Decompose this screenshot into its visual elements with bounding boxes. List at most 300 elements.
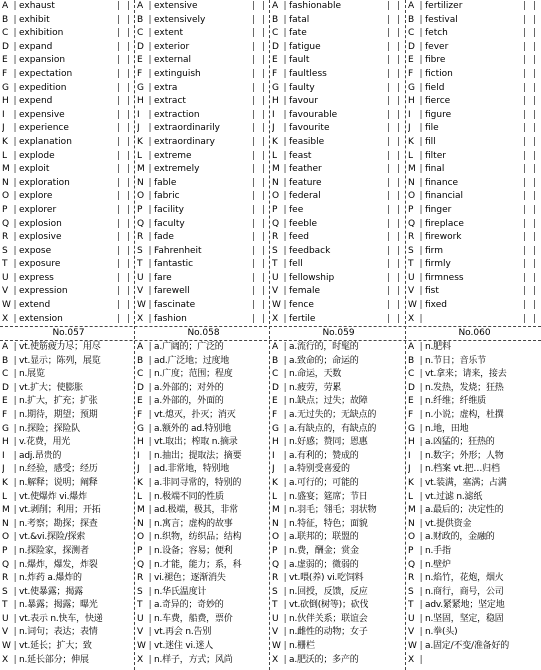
meaning-row [137, 531, 270, 545]
row-letter: O [408, 532, 415, 543]
row-letter: B [272, 14, 279, 25]
meaning-row [272, 586, 405, 600]
bracket-mark: | [13, 600, 17, 611]
word: fertile [289, 313, 316, 324]
word: faulty [289, 82, 315, 93]
row-letter: D [2, 41, 9, 52]
bracket-mark: | [283, 423, 287, 434]
meaning: n.手指 [425, 545, 451, 556]
check-marks: | | [387, 96, 402, 107]
meaning-row [137, 463, 270, 477]
meaning: a.凶猛的；狂热的 [425, 437, 495, 448]
word-row [137, 109, 270, 123]
row-letter: H [272, 437, 279, 448]
bracket-mark: | [148, 150, 152, 161]
meaning: n.商行，商号，公司 [425, 586, 504, 597]
meaning-row [137, 436, 270, 450]
bracket-mark: | [419, 218, 423, 229]
bracket-mark: | [419, 627, 423, 638]
bracket-mark: | [13, 164, 17, 175]
bracket-mark: | [419, 286, 423, 297]
word-row [2, 122, 135, 136]
check-marks: | | [117, 272, 132, 283]
row-letter: S [137, 245, 143, 256]
meaning-row [272, 518, 405, 532]
check-marks: | | [387, 14, 402, 25]
row-letter: S [137, 586, 143, 597]
bracket-mark: | [148, 68, 152, 79]
row-letter: W [2, 300, 11, 311]
check-marks: | | [387, 218, 402, 229]
check-marks: | | [252, 259, 267, 270]
check-marks: | | [387, 136, 402, 147]
check-marks: | | [252, 28, 267, 39]
bracket-mark: | [283, 68, 287, 79]
meaning: a.非同寻常的，特别的 [154, 477, 242, 488]
check-marks: | | [523, 82, 538, 93]
row-letter: A [137, 1, 144, 11]
word-row [2, 95, 135, 109]
meaning: vt.迷住 vi.迷人 [154, 641, 214, 652]
row-letter: J [272, 464, 275, 475]
meaning: a.肥沃的；多产的 [289, 654, 359, 665]
row-letter: Q [408, 559, 415, 570]
check-marks: | | [117, 245, 132, 256]
word-row [137, 204, 270, 218]
row-letter: B [137, 14, 144, 25]
bracket-mark: | [419, 641, 423, 652]
word-row [408, 163, 541, 177]
meaning: a.无过失的；无缺点的 [289, 409, 377, 420]
word-row [408, 14, 541, 28]
row-letter: R [2, 573, 9, 584]
word: feedback [289, 245, 331, 256]
meaning-row [137, 613, 270, 627]
bracket-mark: | [13, 123, 17, 134]
bracket-mark: | [13, 41, 17, 52]
check-marks: | | [252, 55, 267, 66]
word-row [2, 163, 135, 177]
bracket-mark: | [148, 450, 152, 461]
row-letter: N [137, 177, 144, 188]
word-row [272, 177, 405, 191]
bracket-mark: | [283, 272, 287, 283]
bracket-mark: | [148, 613, 152, 624]
word: fibre [425, 55, 446, 66]
row-letter: W [2, 641, 11, 652]
meaning-row [272, 395, 405, 409]
word-row [2, 27, 135, 41]
row-letter: G [2, 82, 9, 93]
bracket-mark: | [148, 505, 152, 516]
row-letter: H [272, 96, 279, 107]
meaning-row [272, 409, 405, 423]
bracket-mark: | [148, 1, 152, 11]
check-marks: | | [252, 300, 267, 311]
meaning-row [408, 355, 541, 369]
check-marks: | | [252, 218, 267, 229]
meaning-row [272, 382, 405, 396]
meaning-row [272, 572, 405, 586]
bracket-mark: | [419, 164, 423, 175]
row-letter: C [272, 369, 279, 380]
word: extraordinarily [154, 123, 220, 134]
bracket-mark: | [13, 409, 17, 420]
meaning-row [2, 545, 135, 559]
word: final [425, 164, 445, 175]
check-marks: | | [252, 272, 267, 283]
word-row [137, 245, 270, 259]
row-letter: K [137, 477, 143, 488]
meaning-row [2, 395, 135, 409]
meaning: n.特征，特色；面貌 [289, 518, 368, 529]
row-letter: S [272, 245, 278, 256]
bracket-mark: | [283, 491, 287, 502]
bracket-mark: | [419, 204, 423, 215]
row-letter: J [2, 123, 5, 134]
word-row [137, 218, 270, 232]
word: federal [289, 191, 321, 202]
meaning: a.流行的，时髦的 [289, 342, 359, 352]
word-row [2, 313, 135, 327]
bracket-mark: | [13, 586, 17, 597]
row-letter: M [272, 164, 280, 175]
check-marks: | | [387, 232, 402, 243]
meaning: n.极端不同的性质 [154, 491, 224, 502]
row-letter: T [272, 259, 278, 270]
meaning: ad.广泛地；过度地 [154, 355, 230, 366]
word-column [137, 0, 270, 670]
meaning: n.拳(头) [425, 627, 458, 638]
word: explore [19, 191, 53, 202]
bracket-mark: | [283, 355, 287, 366]
check-marks: | | [117, 1, 132, 11]
bracket-mark: | [283, 313, 287, 324]
meaning: n.雌性的动物；女子 [289, 627, 368, 638]
meaning: a.可行的；可能的 [289, 477, 359, 488]
meaning-row [408, 626, 541, 640]
meaning-row [272, 640, 405, 654]
meaning-row [2, 355, 135, 369]
bracket-mark: | [13, 573, 17, 584]
check-marks: | | [117, 28, 132, 39]
word: external [154, 55, 192, 66]
check-marks: | | [117, 82, 132, 93]
word-row [272, 0, 405, 14]
bracket-mark: | [419, 342, 423, 352]
word-row [272, 109, 405, 123]
row-letter: J [137, 464, 140, 475]
word-row [272, 285, 405, 299]
row-letter: A [272, 1, 279, 11]
row-letter: H [2, 437, 9, 448]
word: expand [19, 41, 53, 52]
meaning-row [2, 382, 135, 396]
word: fascinate [154, 300, 196, 311]
row-letter: D [137, 41, 144, 52]
check-marks: | | [117, 96, 132, 107]
word: finance [425, 177, 459, 188]
meaning: n.缺点；过失；故障 [289, 396, 368, 407]
meaning-row [408, 450, 541, 464]
check-marks: | | [117, 313, 132, 324]
word-row [137, 122, 270, 136]
word: expansion [19, 55, 66, 66]
row-letter: A [2, 1, 9, 11]
word-row [137, 14, 270, 28]
word-row [2, 41, 135, 55]
bracket-mark: | [283, 518, 287, 529]
check-marks: | | [523, 300, 538, 311]
bracket-mark: | [148, 204, 152, 215]
bracket-mark: | [419, 150, 423, 161]
bracket-mark: | [283, 109, 287, 120]
meaning: adv.紧紧地；坚定地 [425, 600, 505, 611]
bracket-mark: | [283, 286, 287, 297]
bracket-mark: | [283, 464, 287, 475]
word: fever [425, 41, 449, 52]
bracket-mark: | [148, 532, 152, 543]
bracket-mark: | [13, 232, 17, 243]
word: feeble [289, 218, 317, 229]
bracket-mark: | [148, 55, 152, 66]
row-letter: U [272, 613, 279, 624]
row-letter: L [408, 150, 414, 161]
row-letter: I [137, 109, 140, 120]
word: fade [154, 232, 174, 243]
bracket-mark: | [148, 627, 152, 638]
check-marks: | | [252, 1, 267, 11]
meaning-row [272, 450, 405, 464]
meaning: n.期待，期望；预期 [19, 409, 98, 420]
check-marks: | | [523, 28, 538, 39]
meaning-row [2, 626, 135, 640]
check-marks: | | [387, 272, 402, 283]
bracket-mark: | [148, 437, 152, 448]
word-row [2, 299, 135, 313]
bracket-mark: | [148, 355, 152, 366]
row-letter: A [272, 342, 278, 352]
meaning: n.探险；探险队 [19, 423, 80, 434]
row-letter: J [272, 123, 275, 134]
meaning-row [137, 341, 270, 355]
bracket-mark: | [148, 191, 152, 202]
bracket-mark: | [148, 641, 152, 652]
bracket-mark: | [148, 96, 152, 107]
bracket-mark: | [148, 409, 152, 420]
check-marks: | | [523, 313, 538, 324]
meaning: a.有利的；赞成的 [289, 450, 359, 461]
check-marks: | | [117, 300, 132, 311]
word-column [2, 0, 135, 670]
meaning-list [272, 341, 405, 667]
row-letter: F [137, 409, 142, 420]
row-letter: M [408, 164, 416, 175]
meaning-row [137, 450, 270, 464]
check-marks: | | [117, 191, 132, 202]
word: finger [425, 204, 452, 215]
row-letter: V [137, 627, 143, 638]
check-marks: | | [252, 177, 267, 188]
bracket-mark: | [419, 491, 423, 502]
row-letter: X [2, 313, 9, 324]
word-row [137, 163, 270, 177]
row-letter: F [137, 68, 143, 79]
meaning: n.华氏温度计 [154, 586, 207, 597]
bracket-mark: | [148, 123, 152, 134]
bracket-mark: | [13, 109, 17, 120]
row-letter: H [408, 437, 415, 448]
bracket-mark: | [283, 123, 287, 134]
check-marks: | | [523, 204, 538, 215]
meaning: vt.拿来；请来，接去 [425, 369, 507, 380]
row-letter: I [408, 109, 411, 120]
word: fiction [425, 68, 453, 79]
meaning-row [137, 626, 270, 640]
word: exterior [154, 41, 190, 52]
meaning: ad.非常地，特别地 [154, 464, 230, 475]
bracket-mark: | [283, 96, 287, 107]
row-letter: R [272, 232, 279, 243]
bracket-mark: | [419, 437, 423, 448]
word-column [408, 0, 541, 670]
row-letter: Q [137, 218, 145, 229]
bracket-mark: | [283, 204, 287, 215]
meaning-row [137, 559, 270, 573]
word: fist [425, 286, 439, 297]
meaning: vt.显示；陈列，展览 [19, 355, 101, 366]
bracket-mark: | [283, 1, 287, 11]
meaning: n.节日；音乐节 [425, 355, 486, 366]
meaning-row [2, 450, 135, 464]
word-column [272, 0, 405, 670]
word: fatigue [289, 41, 321, 52]
row-letter: K [408, 477, 414, 488]
row-letter: G [2, 423, 9, 434]
check-marks: | | [252, 136, 267, 147]
word-row [137, 136, 270, 150]
row-letter: W [272, 641, 281, 652]
meaning: n.词句；表达；表情 [19, 627, 98, 638]
meaning: a.联邦的；联盟的 [289, 532, 359, 543]
meaning-row [2, 586, 135, 600]
word-row [408, 41, 541, 55]
row-letter: F [2, 68, 8, 79]
row-letter: W [137, 641, 146, 652]
word-row [272, 27, 405, 41]
check-marks: | | [523, 191, 538, 202]
row-letter: X [2, 654, 8, 665]
bracket-mark: | [148, 369, 152, 380]
meaning-row [137, 654, 270, 668]
row-letter: A [137, 342, 143, 352]
word: exhibition [19, 28, 64, 39]
bracket-mark: | [419, 191, 423, 202]
word-row [2, 245, 135, 259]
bracket-mark: | [13, 437, 17, 448]
check-marks: | | [387, 313, 402, 324]
bracket-mark: | [148, 586, 152, 597]
row-letter: G [408, 423, 415, 434]
row-letter: N [272, 177, 279, 188]
meaning-row [272, 504, 405, 518]
meaning: n.延长部分；伸展 [19, 654, 89, 665]
word-row [137, 285, 270, 299]
meaning: n.爆炸，爆发，炸裂 [19, 559, 98, 570]
check-marks: | | [387, 245, 402, 256]
word-list [408, 0, 541, 326]
meaning: ad.极端，极其，非常 [154, 505, 238, 516]
word-row [408, 95, 541, 109]
check-marks: | | [117, 109, 132, 120]
meaning-row [272, 463, 405, 477]
row-letter: G [137, 82, 144, 93]
word-row [272, 313, 405, 327]
word: extract [154, 96, 186, 107]
word: festival [425, 14, 458, 25]
row-letter: V [272, 286, 279, 297]
word-row [272, 95, 405, 109]
bracket-mark: | [13, 342, 17, 352]
check-marks: | | [523, 68, 538, 79]
word-row [408, 245, 541, 259]
row-letter: L [272, 150, 278, 161]
row-letter: O [272, 532, 279, 543]
word: exhaust [19, 1, 55, 11]
bracket-mark: | [419, 600, 423, 611]
bracket-mark: | [148, 313, 152, 324]
row-letter: O [408, 191, 416, 202]
row-letter: N [408, 177, 415, 188]
check-marks: | | [387, 82, 402, 93]
meaning: vt.使筋疲力尽；用尽 [19, 342, 101, 352]
bracket-mark: | [419, 177, 423, 188]
bracket-mark: | [419, 232, 423, 243]
row-letter: L [2, 150, 8, 161]
row-letter: I [408, 450, 411, 461]
meaning: n.栅栏 [289, 641, 315, 652]
meaning-row [408, 518, 541, 532]
meaning: vt.&vi.探险/探索 [19, 532, 86, 543]
word-row [408, 68, 541, 82]
bracket-mark: | [13, 396, 17, 407]
check-marks: | | [387, 191, 402, 202]
word-row [408, 272, 541, 286]
word: expedition [19, 82, 67, 93]
meaning: n.坚固，坚定，稳固 [425, 613, 504, 624]
meaning-row [137, 355, 270, 369]
row-letter: S [2, 586, 8, 597]
meaning: vt.提供资金 [425, 518, 472, 529]
word: firework [425, 232, 462, 243]
bracket-mark: | [13, 545, 17, 556]
bracket-mark: | [13, 464, 17, 475]
meaning: v.花费，用光 [19, 437, 71, 448]
row-letter: E [408, 396, 414, 407]
check-marks: | | [523, 164, 538, 175]
bracket-mark: | [419, 477, 423, 488]
bracket-mark: | [13, 450, 17, 461]
meaning-row [2, 518, 135, 532]
row-letter: X [408, 313, 415, 324]
meaning: n.伙伴关系；联谊会 [289, 613, 368, 624]
meaning-list [2, 341, 135, 667]
word-list [137, 0, 270, 326]
row-letter: C [2, 28, 9, 39]
word-row [137, 177, 270, 191]
row-letter: P [272, 545, 278, 556]
meaning-row [272, 545, 405, 559]
